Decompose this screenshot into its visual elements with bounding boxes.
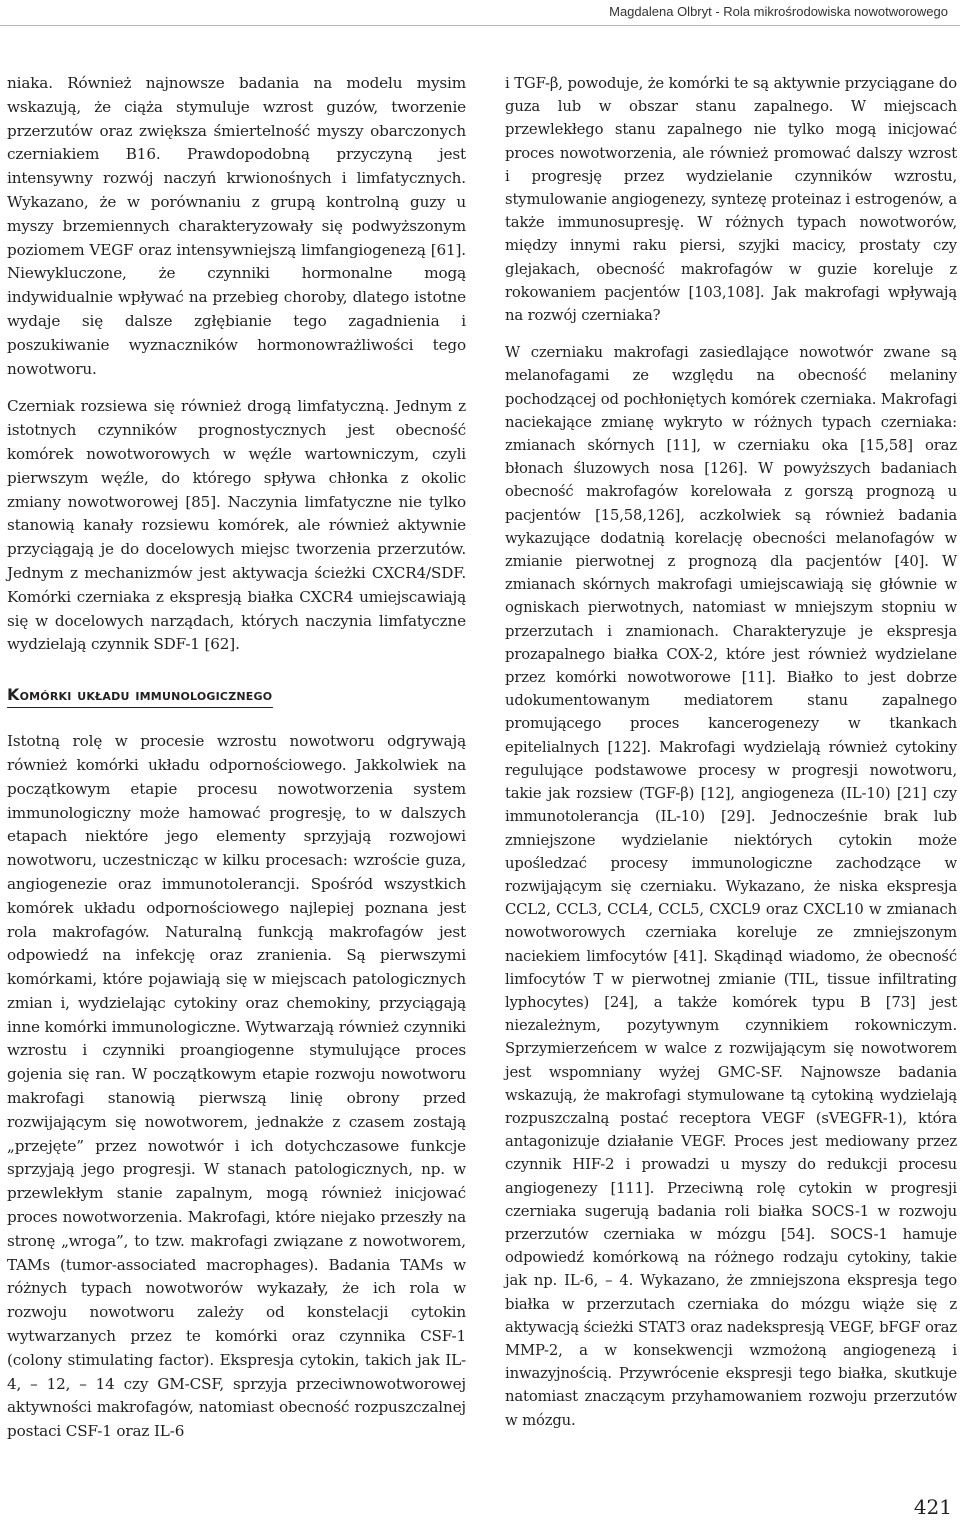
paragraph-macrophage-attraction: i TGF-β, powoduje, że komórki te są aktywnie przyciągane do guza lub w obszar stanu zapalnego. W miejscach przewlekłego stanu zapalnego nie tylko mogą inicjować proces nowotworzenia, ale również promować dalszy wzrost i progresję przez wydzielanie czynników wzrostu, stymulowanie angiogenezy, syntezę proteinaz i estrogenów, a także immunosupresję. W różnych typach nowotworów, między innymi raku piersi, szyjki macicy, prostaty czy glejakach, obecność makrofagów w guzie koreluje z rokowaniem pacjentów [103,108]. Jak makrofagi wpływają na rozwój czerniaka? <box>505 75 957 325</box>
section-heading-immune-cells: Komórki układu immunologicznego <box>7 685 466 708</box>
running-header <box>0 0 960 26</box>
paragraph-immune-cells: Istotną rolę w procesie wzrostu nowotworu odgrywają również komórki układu odpornościowego. Jakkolwiek na początkowym etapie procesu nowotworzenia system immunologiczny może hamować progresję, to w dalszych etapach niektóre jego elementy sprzyjają rozwojowi nowotworu, uczestnicząc w kilku procesach: wzroście guza, angiogenezie oraz immunotolerancji. Spośród wszystkich komórek układu odpornościowego najlepiej poznana jest rola makrofagów. Naturalną funkcją makrofagów jest odpowiedź na infekcję oraz zranienia. Są pierwszymi komórkami, które pojawiają się w miejscach patologicznych zmian i, wydzielając cytokiny oraz chemokiny, przyciągają inne komórki immunologiczne. Wytwarzają również czynniki wzrostu i czynniki proangiogenne stymulujące proces gojenia się ran. W początkowym etapie rozwoju nowotworu makrofagi stanowią pierwszą linię obrony przed rozwijającym się nowotworem, jednakże z czasem zostają „przejęte” przez nowotwór i ich dotychczasowe funkcje sprzyjają jego progresji. W stanach patologicznych, np. w przewlekłym stanie zapalnym, mogą również inicjować proces nowotworzenia. Makrofagi, które niejako przeszły na stronę „wroga”, to tzw. makrofagi związane z nowotworem, TAMs (tumor-associated macrophages). Badania TAMs w różnych typach nowotworów wykazały, że ich rola w rozwoju nowotworu zależy od konstelacji cytokin wytwarzanych przez te komórki oraz czynnika CSF-1 (colony stimulating factor). Ekspresja cytokin, takich jak IL-4, – 12, – 14 czy GM-CSF, sprzyja przeciwnowotworowej aktywności makrofagów, natomiast obecność rozpuszczalnej postaci CSF-1 oraz IL-6 <box>7 732 466 1441</box>
paragraph-melanophages: W czerniaku makrofagi zasiedlające nowotwór zwane są melanofagami ze względu na obecność melaniny pochodzącej od pochłoniętych komórek czerniaka. Makrofagi naciekające zmianę wykryto w różnych typach czerniaka: zmianach skórnych [11], w czerniaku oka [15,58] oraz błonach śluzowych nosa [126]. W powyższych badaniach obecność makrofagów korelowała z gorszą prognozą u pacjentów [15,58,126], aczkolwiek są również badania wykazujące dodatnią korelację obecności melanofagów w zmianie pierwotnej z prognozą dla pacjentów [40]. W zmianach skórnych makrofagi umiejscawiają się głównie w ogniskach pierwotnych, natomiast w mniejszym stopniu w przerzutach i znamionach. Charakteryzuje je ekspresja prozapalnego białka COX-2, które jest również wydzielane przez komórki nowotworowe [11]. Białko to jest dobrze udokumentowanym mediatorem stanu zapalnego promującego proces kancerogenezy w tkankach epitelialnych [122]. Makrofagi wydzielają również cytokiny regulujące podstawowe procesy w progresji nowotworu, takie jak rozsiew (TGF-β) [12], angiogeneza (IL-10) [21] czy immunotolerancja (IL-10) [29]. Jednocześnie brak lub zmniejszone wydzielanie niektórych cytokin może upośledzać procesy immunologiczne zachodzące w rozwijającym się czerniaku. Wykazano, że niska ekspresja CCL2, CCL3, CCL4, CCL5, CXCL9 oraz CXCL10 w zmianach nowotworowych czerniaka koreluje ze zmniejszonym naciekiem limfocytów [41]. Skądinąd wiadomo, że obecność limfocytów T w pierwotnej zmianie (TIL, tissue infiltrating lyphocytes) [24], a także komórek typu B [73] jest niezależnym, pozytywnym czynnikiem rokowniczym. Sprzymierzeńcem w walce z rozwijającym się nowotworem jest wspomniany wyżej GMC-SF. Najnowsze badania wskazują, że makrofagi stymulowane tą cytokiną wydzielają rozpuszczalną postać receptora VEGF (sVEGFR-1), która antagonizuje działanie VEGF. Proces jest mediowany przez czynnik HIF-2 i prowadzi u myszy do redukcji procesu angiogenezy [111]. Przeciwną rolę cytokin w progresji czerniaka sugerują badania roli białka SOCS-1 w rozwoju przerzutów czerniaka w mózgu [54]. SOCS-1 hamuje odpowiedź komórkową na różnego rodzaju cytokiny, takie jak np. IL-6, – 4. Wykazano, że zmniejszona ekspresja tego białka w przerzutach czerniaka do mózgu wiąże się z aktywacją ścieżki STAT3 oraz nadekspresją VEGF, bFGF oraz MMP-2, a w konsekwencji wzmożoną angiogenezą i inwazyjnością. Przywrócenie ekspresji tego białka, skutkuje natomiast znaczącym przyhamowaniem rozwoju przerzutów w mózgu. <box>505 344 957 1429</box>
right-column <box>505 72 957 1432</box>
left-column <box>7 72 466 1444</box>
page-number: 421 <box>913 1495 952 1519</box>
running-title: Magdalena Olbryt - Rola mikrośrodowiska nowotworowego <box>609 4 948 19</box>
paragraph-pregnancy-melanoma: niaka. Również najnowsze badania na modelu mysim wskazują, że ciąża stymuluje wzrost guzów, tworzenie przerzutów oraz zwiększa śmiertelność myszy obarczonych czerniakiem B16. Prawdopodobną przyczyną jest intensywny rozwój naczyń krwionośnych i limfatycznych. Wykazano, że w porównaniu z grupą kontrolną guzy u myszy brzemiennych charakteryzowały się podwyższonym poziomem VEGF oraz intensywniejszą limfangiogenezą [61]. Niewykluczone, że czynniki hormonalne mogą indywidualnie wpływać na przebieg choroby, dlatego istotne wydaje się dalsze zgłębianie tego zagadnienia i poszukiwanie wyznaczników hormonowrażliwości tego nowotworu. <box>7 74 466 378</box>
paragraph-lymphatic-spread: Czerniak rozsiewa się również drogą limfatyczną. Jednym z istotnych czynników prognostycznych jest obecność komórek nowotworowych w węźle wartowniczym, czyli pierwszym węźle, do którego spływa chłonka z okolic zmiany nowotworowej [85]. Naczynia limfatyczne nie tylko stanowią kanały rozsiewu komórek, ale również aktywnie przyciągają je do docelowych miejsc tworzenia przerzutów. Jednym z mechanizmów jest aktywacja ścieżki CXCR4/SDF. Komórki czerniaka z ekspresją białka CXCR4 umiejscawiają się w docelowych narządach, których naczynia limfatyczne wydzielają czynnik SDF-1 [62]. <box>7 397 466 654</box>
